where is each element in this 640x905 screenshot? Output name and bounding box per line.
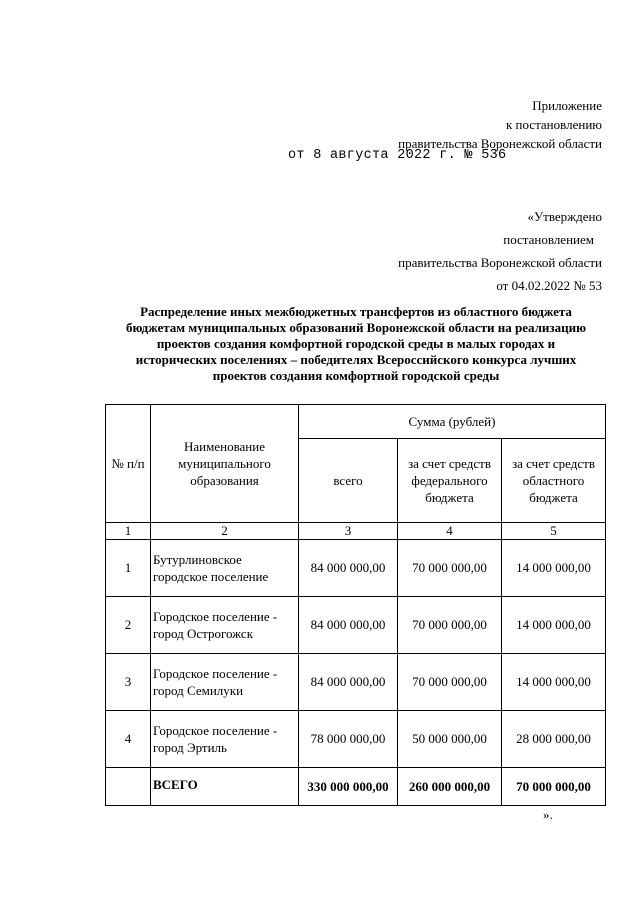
column-number-row [106,523,606,540]
header-sum: Сумма (рублей) [299,405,606,439]
approval-line-2: постановлением [503,232,594,247]
table-row [106,711,606,768]
document-title [100,304,612,384]
table-row [106,540,606,597]
appendix-line-1: Приложение [532,98,602,113]
header-num: № п/п [106,405,151,523]
municipality-name: Бутурлиновское городское поселение [151,540,299,597]
distribution-table [105,404,606,806]
row-num: 1 [106,540,151,597]
summary-regional: 70 000 000,00 [502,768,606,806]
header-name: Наименование муниципального образования [151,405,299,523]
amount-total: 78 000 000,00 [299,711,398,768]
appendix-line-2: к постановлению [505,117,602,132]
amount-federal: 70 000 000,00 [398,654,502,711]
amount-regional: 28 000 000,00 [502,711,606,768]
row-num: 2 [106,597,151,654]
col-number-3: 3 [299,523,398,540]
amount-total: 84 000 000,00 [299,540,398,597]
municipality-name: Городское поселение - город Эртиль [151,711,299,768]
summary-label: ВСЕГО [151,768,299,806]
appendix-line-3: правительства Воронежской области [398,136,602,151]
approval-line-3: правительства Воронежской области [398,255,602,270]
appendix-block [398,96,602,153]
amount-total: 84 000 000,00 [299,597,398,654]
row-num: 3 [106,654,151,711]
municipality-name: Городское поселение - город Острогожск [151,597,299,654]
title-line-1: Распределение иных межбюджетных трансфертов из областного бюджета [140,304,572,319]
col-number-1: 1 [106,523,151,540]
amount-federal: 70 000 000,00 [398,597,502,654]
col-number-2: 2 [151,523,299,540]
approval-line-1: «Утверждено [527,209,602,224]
amount-regional: 14 000 000,00 [502,654,606,711]
title-line-4: исторических поселениях – победителях Всероссийского конкурса лучших [135,352,577,367]
approval-block [398,205,602,297]
title-line-2: бюджетам муниципальных образований Воронежской области на реализацию [125,320,587,335]
amount-federal: 70 000 000,00 [398,540,502,597]
col-number-5: 5 [502,523,606,540]
amount-regional: 14 000 000,00 [502,597,606,654]
header-total: всего [299,439,398,523]
closing-quote: ». [543,807,553,822]
table-row [106,597,606,654]
summary-total: 330 000 000,00 [299,768,398,806]
row-num: 4 [106,711,151,768]
amount-federal: 50 000 000,00 [398,711,502,768]
approval-line-4: от 04.02.2022 № 53 [496,278,602,293]
table-header-row-1 [106,405,606,439]
title-line-5: проектов создания комфортной городской среды [212,368,500,383]
header-regional: за счет средств областного бюджета [502,439,606,523]
amount-regional: 14 000 000,00 [502,540,606,597]
header-federal: за счет средств федерального бюджета [398,439,502,523]
decree-reference: от 8 августа 2022 г. № 536 [288,148,507,163]
summary-federal: 260 000 000,00 [398,768,502,806]
municipality-name: Городское поселение - город Семилуки [151,654,299,711]
summary-row [106,768,606,806]
table-row [106,654,606,711]
title-line-3: проектов создания комфортной городской среды в малых городах и [156,336,556,351]
summary-num [106,768,151,806]
amount-total: 84 000 000,00 [299,654,398,711]
col-number-4: 4 [398,523,502,540]
